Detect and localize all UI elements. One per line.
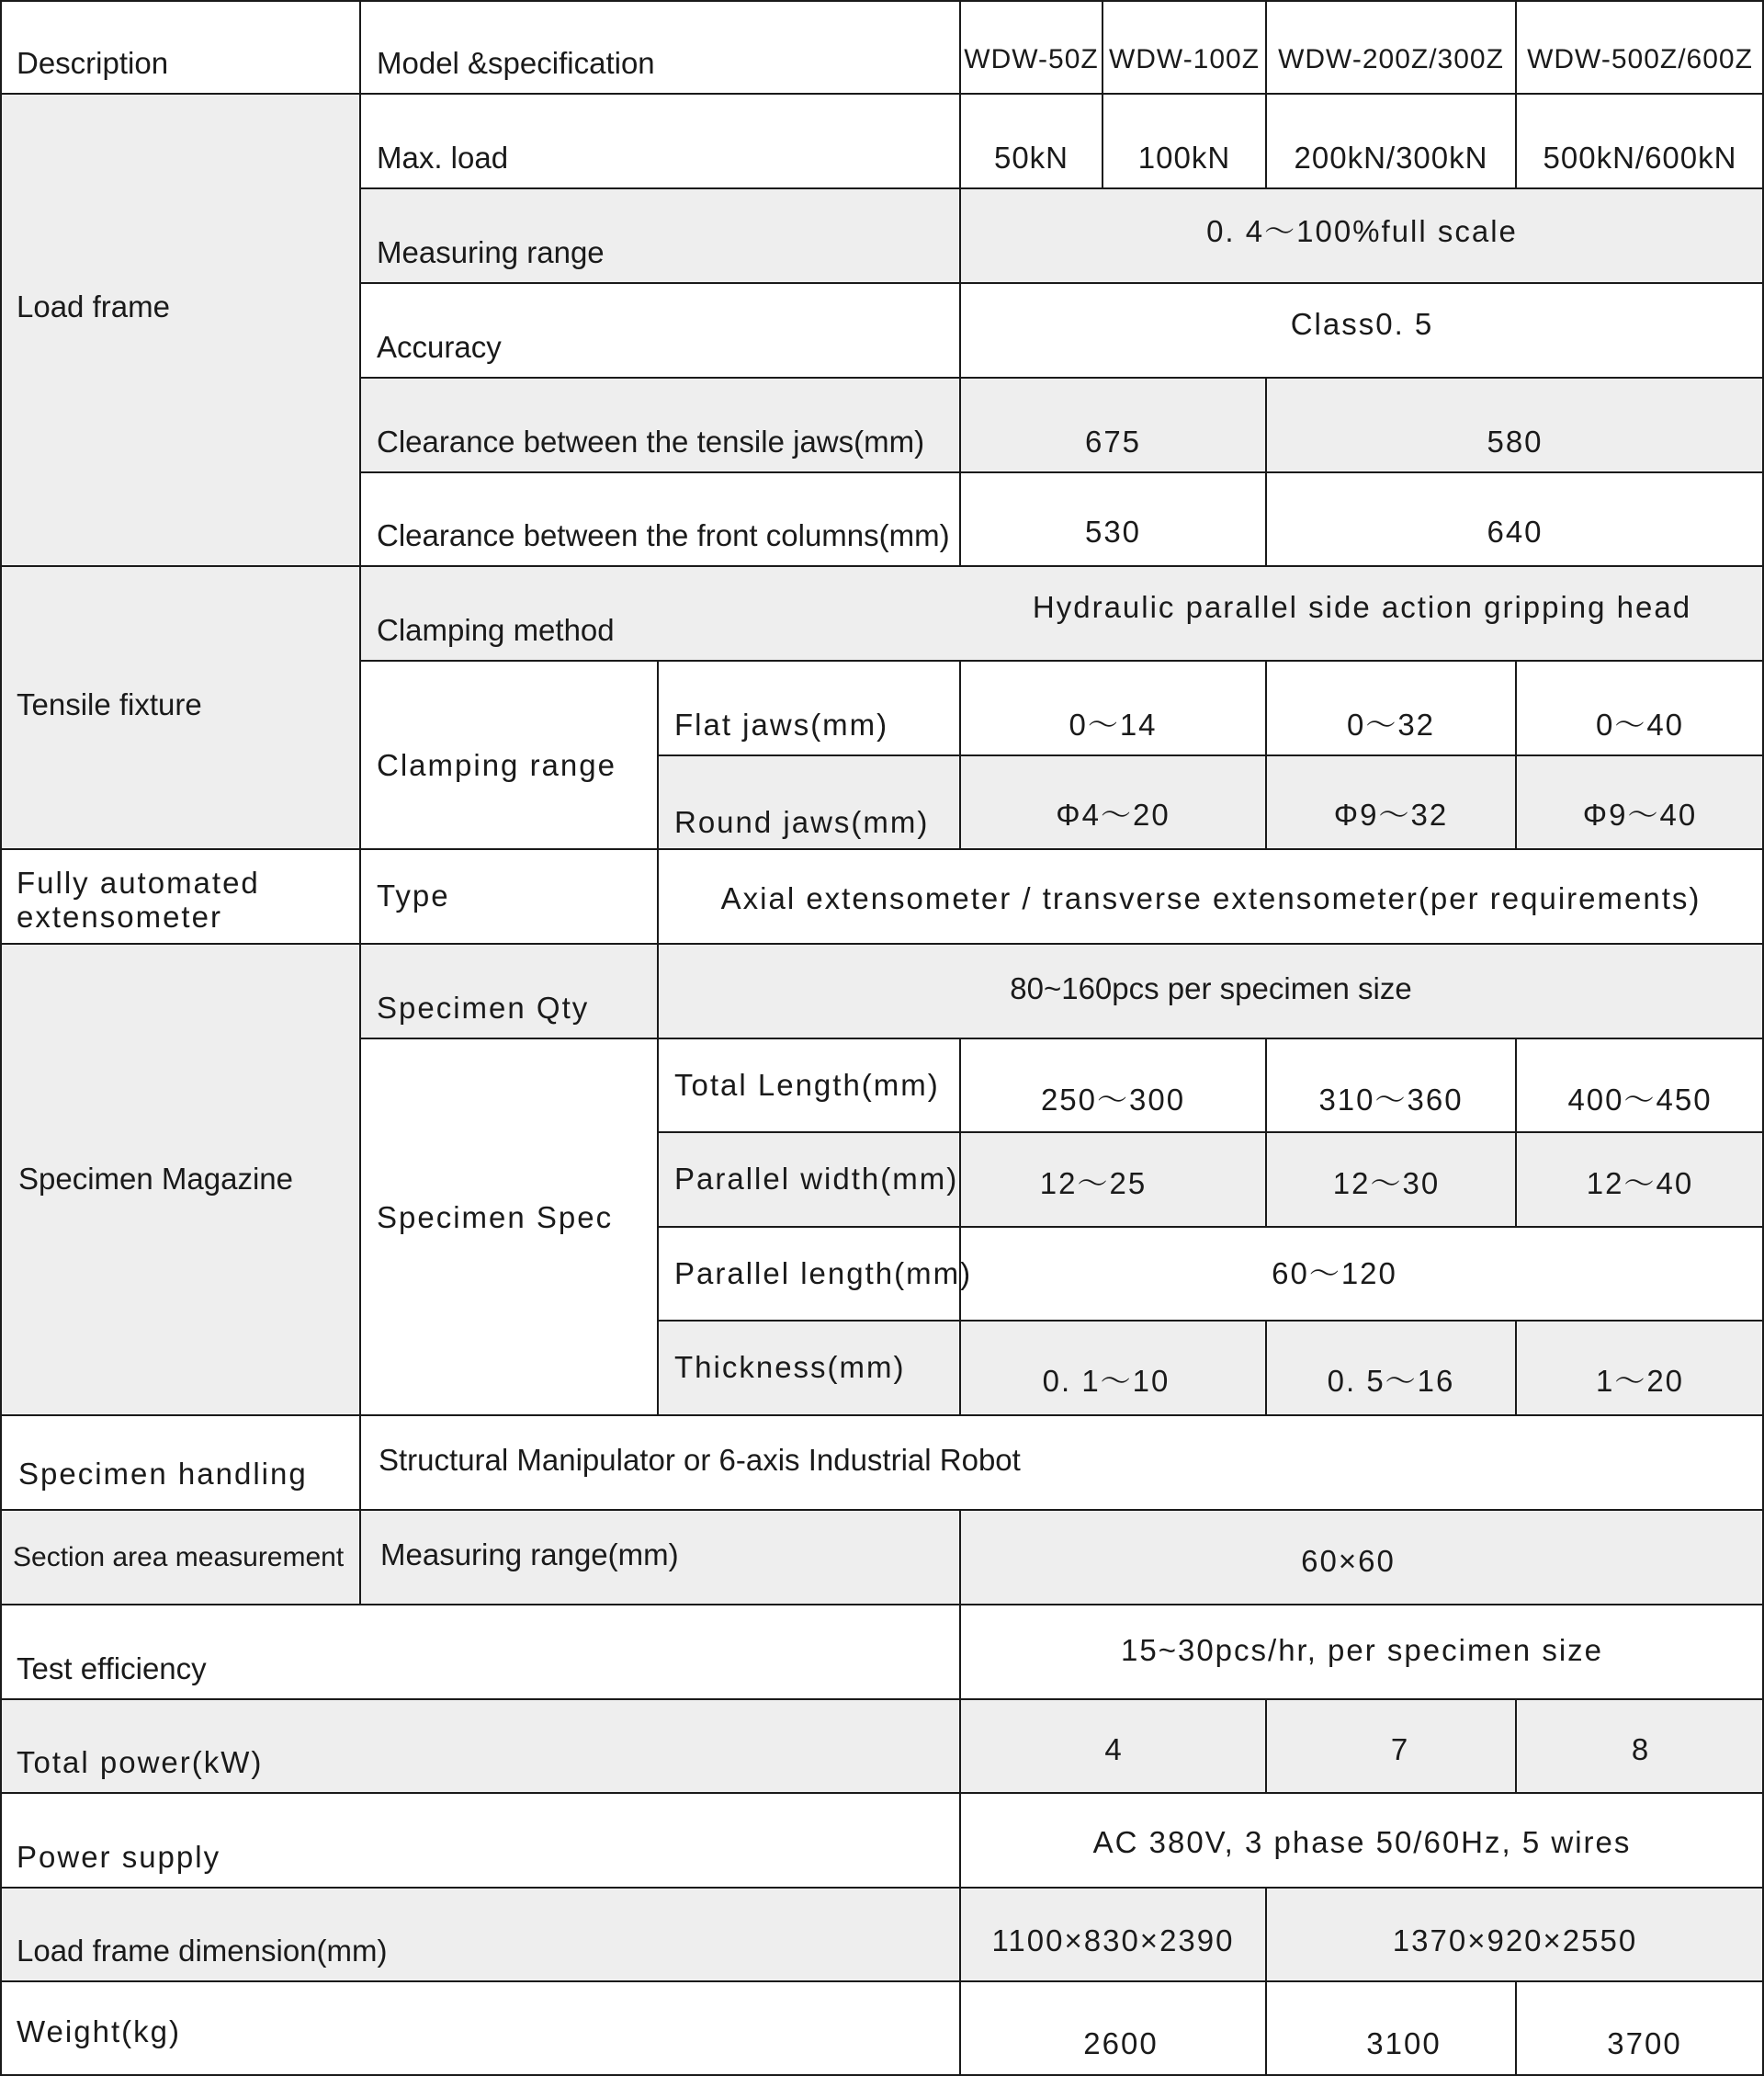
magazine-label: Specimen Magazine xyxy=(18,1162,293,1197)
specimen-qty-value: 80~160pcs per specimen size xyxy=(1010,971,1412,1006)
weight-value-small: 2600 xyxy=(1083,2026,1159,2061)
extensometer-label: Fully automated extensometer xyxy=(17,866,260,934)
weight-label: Weight(kg) xyxy=(17,2014,181,2049)
tensile-clearance-label: Clearance between the tensile jaws(mm) xyxy=(377,425,925,459)
total-power-value-large: 8 xyxy=(1631,1731,1649,1766)
round-jaws-label: Round jaws(mm) xyxy=(674,805,930,840)
column-clearance-label: Clearance between the front columns(mm) xyxy=(377,518,950,553)
total-length-label: Total Length(mm) xyxy=(674,1067,940,1102)
extensometer-type-value: Axial extensometer / transverse extensometer(per requirements) xyxy=(720,881,1702,916)
section-area-label: Section area measurement xyxy=(13,1541,345,1572)
column-clearance-value-small: 530 xyxy=(1084,515,1142,550)
parallel-width-value-large: 12～40 xyxy=(1586,1166,1694,1201)
header-model-wdw-200z-300z: WDW-200Z/300Z xyxy=(1278,44,1504,75)
thickness-value-mid: 0. 5～16 xyxy=(1327,1364,1455,1399)
total-length-value-mid: 310～360 xyxy=(1318,1083,1464,1117)
thickness-value-small: 0. 1～10 xyxy=(1042,1364,1170,1399)
thickness-value-large: 1～20 xyxy=(1595,1364,1685,1399)
weight-value-large: 3700 xyxy=(1607,2026,1682,2061)
clamping-range-label: Clamping range xyxy=(377,748,616,783)
total-power-label: Total power(kW) xyxy=(17,1745,264,1780)
parallel-width-value-mid: 12～30 xyxy=(1332,1166,1441,1201)
specimen-qty-label: Specimen Qty xyxy=(377,991,590,1026)
handling-label: Specimen handling xyxy=(18,1457,308,1492)
test-efficiency-label: Test efficiency xyxy=(17,1651,207,1686)
section-area-range-label: Measuring range(mm) xyxy=(380,1537,679,1572)
frame-dimension-value-small: 1100×830×2390 xyxy=(991,1923,1235,1957)
tensile-clearance-value-small: 675 xyxy=(1084,425,1142,459)
parallel-width-label: Parallel width(mm) xyxy=(674,1162,959,1197)
measuring-range-value: 0. 4～100%full scale xyxy=(1206,214,1518,249)
total-length-value-large: 400～450 xyxy=(1567,1083,1713,1117)
thickness-label: Thickness(mm) xyxy=(674,1350,906,1385)
parallel-length-value: 60～120 xyxy=(1272,1255,1397,1290)
test-efficiency-value: 15~30pcs/hr, per specimen size xyxy=(1120,1633,1603,1668)
round-jaws-value-small: Φ4～20 xyxy=(1056,798,1170,833)
max-load-value-200z: 200kN/300kN xyxy=(1294,141,1488,176)
frame-dimension-label: Load frame dimension(mm) xyxy=(17,1934,388,1968)
load-frame-label: Load frame xyxy=(17,289,170,323)
flat-jaws-value-large: 0～40 xyxy=(1595,708,1685,743)
parallel-width-value-small: 12～25 xyxy=(1039,1166,1148,1201)
tensile-fixture-label: Tensile fixture xyxy=(17,686,202,721)
section-area-value: 60×60 xyxy=(1301,1544,1396,1579)
flat-jaws-value-small: 0～14 xyxy=(1069,708,1158,743)
parallel-length-label: Parallel length(mm) xyxy=(674,1255,973,1290)
frame-dimension-value-large: 1370×920×2550 xyxy=(1392,1923,1638,1957)
round-jaws-value-mid: Φ9～32 xyxy=(1333,798,1449,833)
power-supply-value: AC 380V, 3 phase 50/60Hz, 5 wires xyxy=(1092,1825,1632,1860)
power-supply-label: Power supply xyxy=(17,1840,221,1875)
total-power-value-small: 4 xyxy=(1104,1731,1122,1766)
flat-jaws-value-mid: 0～32 xyxy=(1346,708,1436,743)
column-clearance-value-large: 640 xyxy=(1487,515,1544,550)
header-model-wdw-50z: WDW-50Z xyxy=(964,44,1099,75)
clamping-method-value: Hydraulic parallel side action gripping head xyxy=(1032,590,1692,625)
header-model-spec: Model &specification xyxy=(377,46,655,81)
specimen-spec-label: Specimen Spec xyxy=(377,1199,614,1234)
weight-value-mid: 3100 xyxy=(1366,2026,1442,2061)
total-power-value-mid: 7 xyxy=(1390,1731,1408,1766)
total-length-value-small: 250～300 xyxy=(1040,1083,1186,1117)
max-load-value-100z: 100kN xyxy=(1137,141,1231,176)
header-model-wdw-100z: WDW-100Z xyxy=(1108,44,1261,75)
measuring-range-label: Measuring range xyxy=(377,235,605,270)
header-model-wdw-500z-600z: WDW-500Z/600Z xyxy=(1527,44,1753,75)
accuracy-value: Class0. 5 xyxy=(1290,307,1434,342)
accuracy-label: Accuracy xyxy=(377,330,502,365)
round-jaws-value-large: Φ9～40 xyxy=(1582,798,1698,833)
flat-jaws-label: Flat jaws(mm) xyxy=(674,708,889,743)
handling-value: Structural Manipulator or 6-axis Industrial Robot xyxy=(379,1443,1021,1478)
tensile-clearance-value-large: 580 xyxy=(1487,425,1544,459)
header-description: Description xyxy=(17,46,169,81)
max-load-value-500z: 500kN/600kN xyxy=(1543,141,1737,176)
max-load-value-50z: 50kN xyxy=(993,141,1069,176)
max-load-label: Max. load xyxy=(377,141,509,176)
extensometer-type-label: Type xyxy=(377,879,450,913)
clamping-method-label: Clamping method xyxy=(377,613,615,648)
